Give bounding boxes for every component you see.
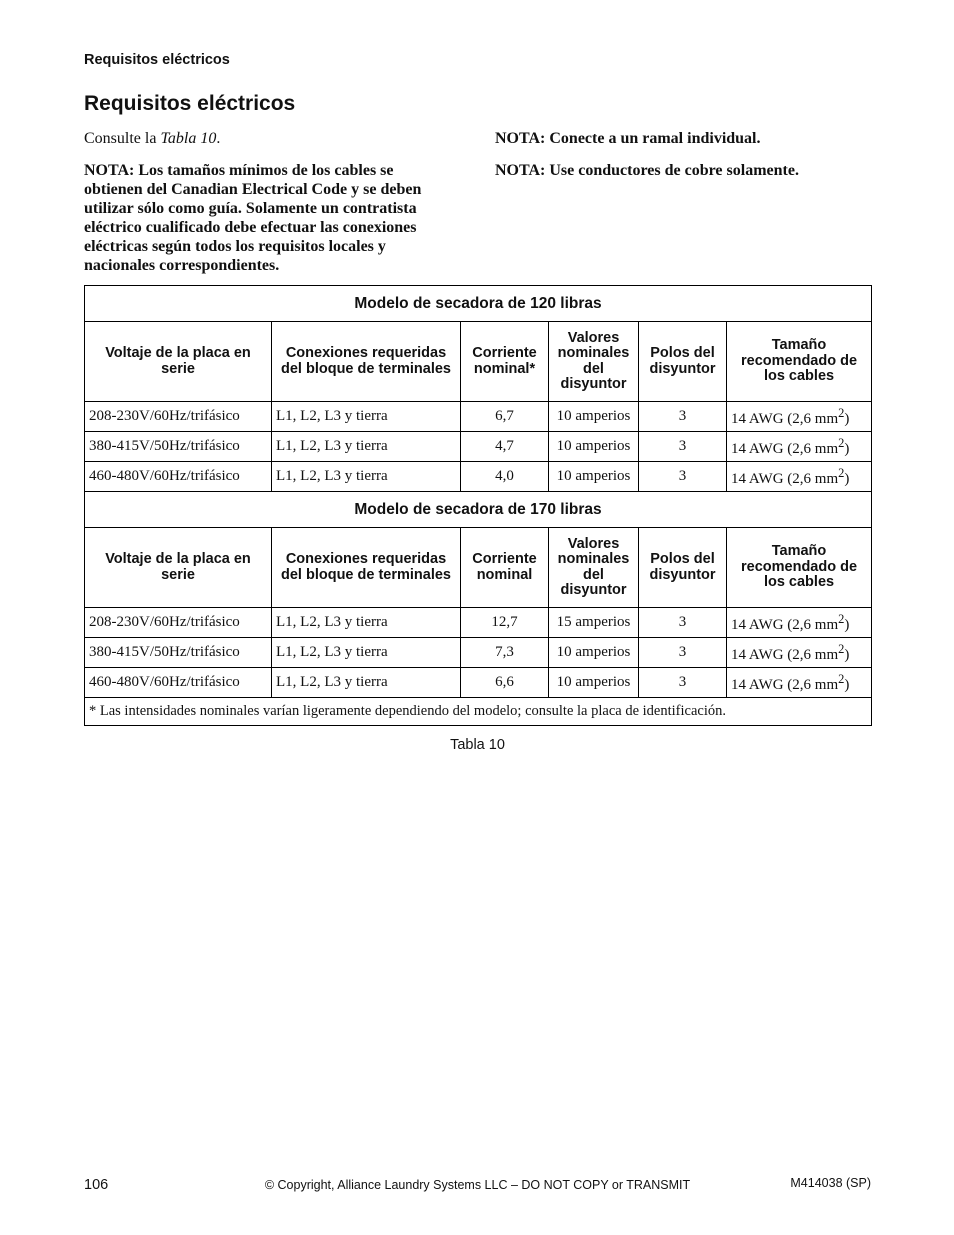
column-header-row — [85, 528, 872, 608]
model-title-row — [85, 492, 872, 528]
left-column — [84, 129, 456, 288]
cell-connections: L1, L2, L3 y tierra — [272, 432, 461, 462]
wire-size-superscript: 2 — [838, 435, 845, 450]
wire-size-superscript: 2 — [838, 671, 845, 686]
table-row — [85, 462, 872, 492]
page-number: 106 — [84, 1177, 109, 1193]
note-branch-circuit: NOTA: Conecte a un ramal individual. — [495, 130, 761, 147]
cell-connections: L1, L2, L3 y tierra — [272, 608, 461, 638]
cell-current: 4,7 — [461, 432, 549, 462]
header-breaker-rating: Valores nominales del disyuntor — [549, 322, 639, 402]
table-footnote: * Las intensidades nominales varían ligeramente dependiendo del modelo; consulte la placa de identificación. — [85, 698, 872, 726]
wire-size-text: 14 AWG (2,6 mm — [731, 410, 839, 427]
cell-wire-size — [727, 608, 872, 638]
header-breaker-poles: Polos del disyuntor — [639, 528, 727, 608]
consult-suffix: . — [216, 130, 221, 147]
wire-size-superscript: 2 — [838, 465, 845, 480]
wire-size-text: 14 AWG (2,6 mm — [731, 440, 839, 457]
cell-wire-size — [727, 432, 872, 462]
cell-breaker-poles: 3 — [639, 608, 727, 638]
wire-size-close: ) — [844, 440, 850, 457]
cell-wire-size — [727, 668, 872, 698]
note-cable-sizes: NOTA: Los tamaños mínimos de los cables se obtienen del Canadian Electrical Code y se deben utilizar sólo como guía. Solamente un contratista eléctrico cualificado debe efectuar las conexiones eléctricas según todos los requisitos locales y nacionales correspondientes. — [84, 162, 422, 274]
cell-connections: L1, L2, L3 y tierra — [272, 638, 461, 668]
wire-size-text: 14 AWG (2,6 mm — [731, 470, 839, 487]
wire-size-text: 14 AWG (2,6 mm — [731, 676, 839, 693]
cell-current: 7,3 — [461, 638, 549, 668]
cell-voltage: 380-415V/50Hz/trifásico — [85, 432, 272, 462]
cell-breaker-rating: 10 amperios — [549, 668, 639, 698]
wire-size-close: ) — [844, 410, 850, 427]
electrical-requirements-table — [84, 285, 872, 726]
cell-connections: L1, L2, L3 y tierra — [272, 462, 461, 492]
table-row — [85, 402, 872, 432]
header-current: Corriente nominal — [461, 528, 549, 608]
header-wire-size: Tamaño recomendado de los cables — [727, 322, 872, 402]
cell-breaker-rating: 10 amperios — [549, 462, 639, 492]
cell-voltage: 208-230V/60Hz/trifásico — [85, 608, 272, 638]
table-caption: Tabla 10 — [450, 737, 505, 753]
consult-paragraph — [84, 129, 456, 148]
table-reference: Tabla 10 — [160, 130, 217, 147]
cell-connections: L1, L2, L3 y tierra — [272, 402, 461, 432]
cell-current: 12,7 — [461, 608, 549, 638]
cell-current: 4,0 — [461, 462, 549, 492]
header-voltage: Voltaje de la placa en serie — [85, 322, 272, 402]
table-row — [85, 638, 872, 668]
cell-connections: L1, L2, L3 y tierra — [272, 668, 461, 698]
cell-breaker-rating: 10 amperios — [549, 402, 639, 432]
header-breaker-poles: Polos del disyuntor — [639, 322, 727, 402]
model-title-row — [85, 286, 872, 322]
cell-wire-size — [727, 462, 872, 492]
cell-breaker-poles: 3 — [639, 638, 727, 668]
wire-size-close: ) — [844, 676, 850, 693]
header-breaker-rating: Valores nominales del disyuntor — [549, 528, 639, 608]
cell-breaker-rating: 10 amperios — [549, 432, 639, 462]
cell-voltage: 208-230V/60Hz/trifásico — [85, 402, 272, 432]
cell-breaker-rating: 15 amperios — [549, 608, 639, 638]
section-title: Requisitos eléctricos — [84, 92, 296, 115]
model-title: Modelo de secadora de 170 libras — [85, 492, 872, 528]
cell-breaker-poles: 3 — [639, 462, 727, 492]
note-copper-conductors: NOTA: Use conductores de cobre solamente. — [495, 162, 799, 179]
consult-prefix: Consulte la — [84, 130, 161, 147]
copyright-notice: © Copyright, Alliance Laundry Systems LLC – DO NOT COPY or TRANSMIT — [264, 1178, 691, 1192]
cell-breaker-poles: 3 — [639, 668, 727, 698]
page-footer — [84, 1176, 871, 1196]
running-header: Requisitos eléctricos — [84, 52, 230, 68]
cell-wire-size — [727, 638, 872, 668]
wire-size-close: ) — [844, 470, 850, 487]
model-title: Modelo de secadora de 120 libras — [85, 286, 872, 322]
header-voltage: Voltaje de la placa en serie — [85, 528, 272, 608]
cell-voltage: 460-480V/60Hz/trifásico — [85, 462, 272, 492]
cell-voltage: 460-480V/60Hz/trifásico — [85, 668, 272, 698]
column-header-row — [85, 322, 872, 402]
header-wire-size: Tamaño recomendado de los cables — [727, 528, 872, 608]
cell-breaker-rating: 10 amperios — [549, 638, 639, 668]
header-connections: Conexiones requeridas del bloque de terminales — [272, 322, 461, 402]
document-id: M414038 (SP) — [790, 1176, 871, 1190]
table-row — [85, 608, 872, 638]
right-column — [495, 129, 871, 193]
table-row — [85, 432, 872, 462]
cell-current: 6,6 — [461, 668, 549, 698]
header-connections: Conexiones requeridas del bloque de terminales — [272, 528, 461, 608]
wire-size-text: 14 AWG (2,6 mm — [731, 616, 839, 633]
header-current: Corriente nominal* — [461, 322, 549, 402]
footnote-row — [85, 698, 872, 726]
wire-size-superscript: 2 — [838, 641, 845, 656]
wire-size-superscript: 2 — [838, 611, 845, 626]
cell-wire-size — [727, 402, 872, 432]
cell-breaker-poles: 3 — [639, 402, 727, 432]
cell-breaker-poles: 3 — [639, 432, 727, 462]
wire-size-close: ) — [844, 646, 850, 663]
cell-voltage: 380-415V/50Hz/trifásico — [85, 638, 272, 668]
wire-size-text: 14 AWG (2,6 mm — [731, 646, 839, 663]
wire-size-superscript: 2 — [838, 405, 845, 420]
wire-size-close: ) — [844, 616, 850, 633]
table-row — [85, 668, 872, 698]
cell-current: 6,7 — [461, 402, 549, 432]
